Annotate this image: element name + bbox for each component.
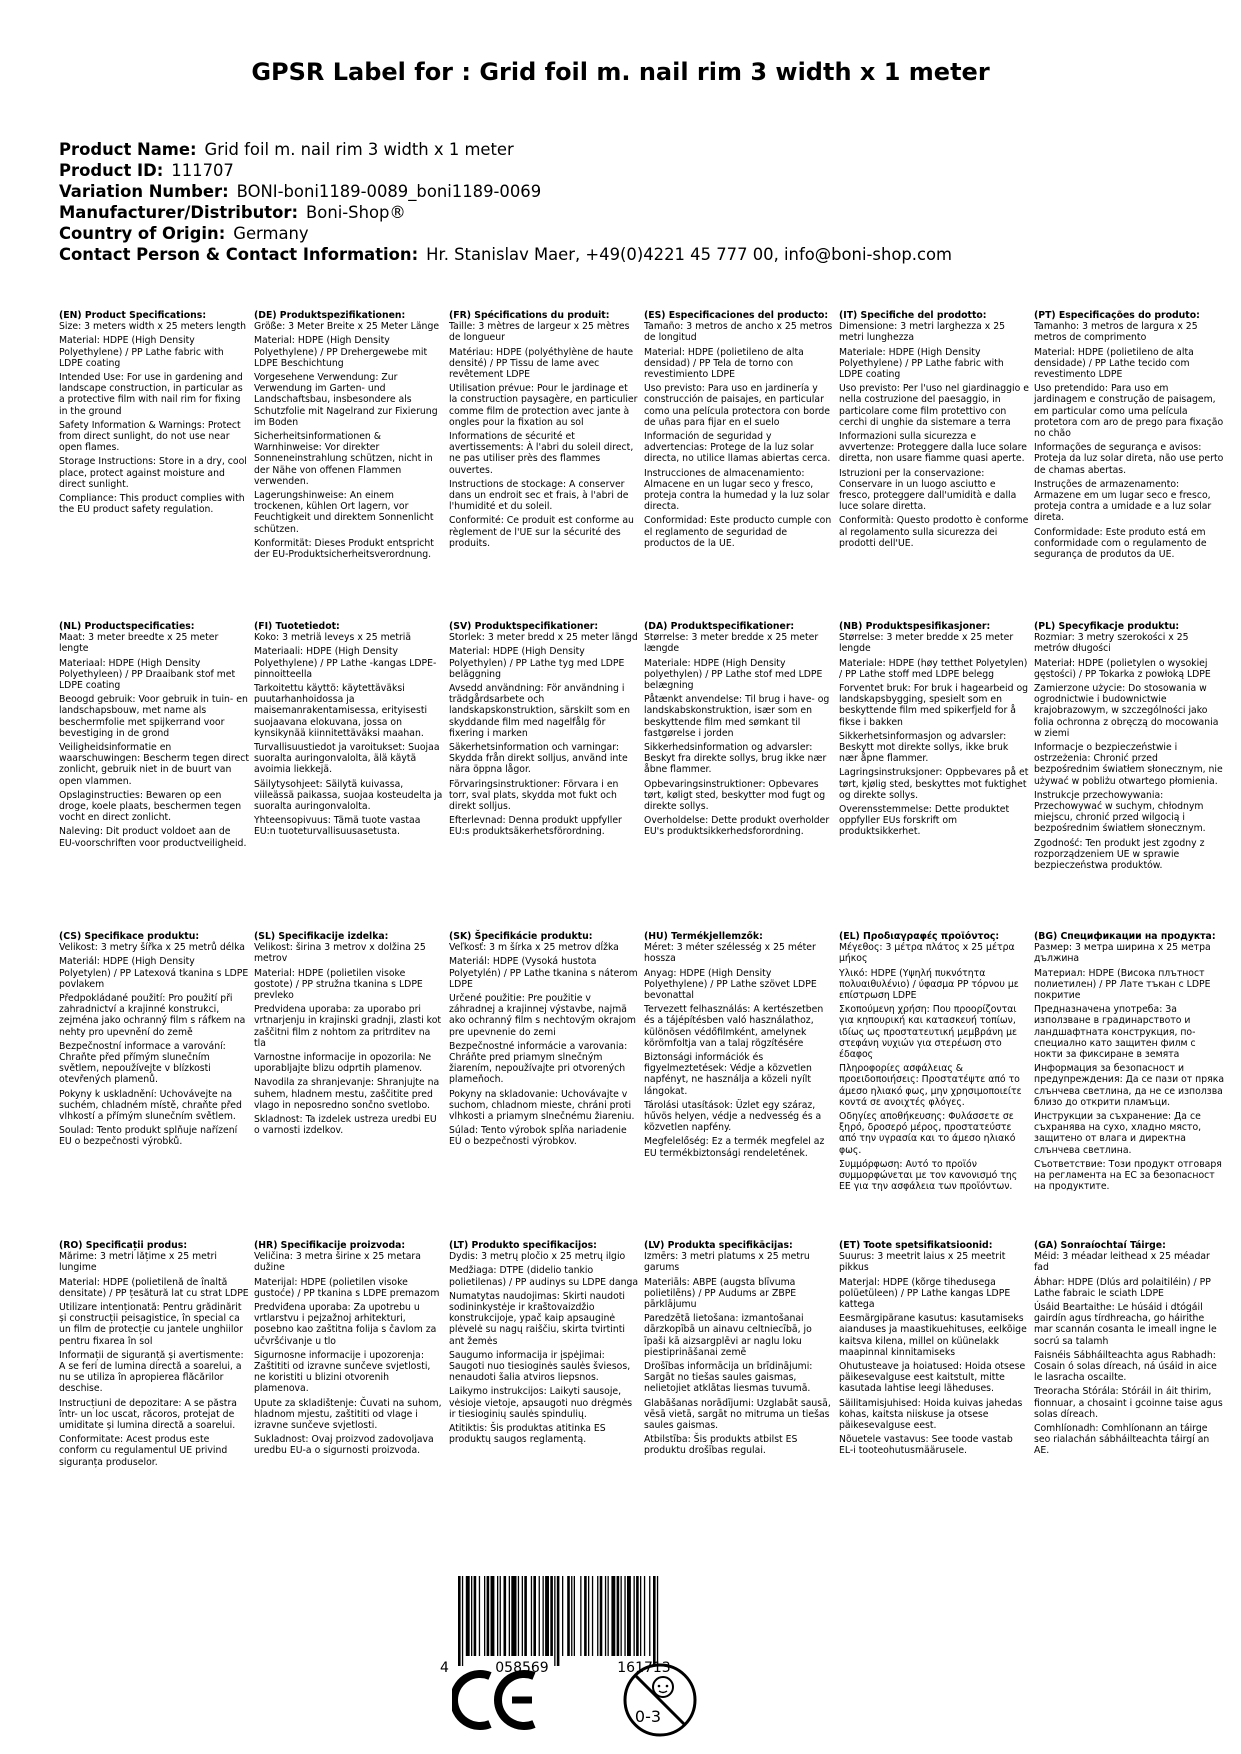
spec-paragraph: Material: HDPE (High Density Polyethylen) / PP Lathe tyg med LDPE beläggning [449,646,625,680]
barcode-bar [543,1576,544,1656]
spec-paragraph: Yhteensopivuus: Tämä tuote vastaa EU:n tuoteturvallisuusasetusta. [254,815,421,838]
barcode-bar [550,1576,553,1656]
spec-heading: (BG) Спецификации на продукта: [1034,931,1216,942]
barcode-bar [653,1576,656,1666]
spec-paragraph: Numatytas naudojimas: Skirti naudoti sodininkystėje ir kraštovaizdžio konstrukcijoje, ypač kaip apsauginė plėvelė su nagų raiščiu, skirta tvirtinti ant žemės [449,1290,625,1347]
spec-paragraph: Skladnost: Ta izdelek ustreza uredbi EU o varnosti izdelkov. [254,1114,437,1137]
spec-paragraph: Zgodność: Ten produkt jest zgodny z rozporządzeniem UE w sprawie bezpieczeństwa produktów. [1034,837,1205,872]
spec-paragraph: Súlad: Tento výrobok spĺňa nariadenie EÚ o bezpečnosti výrobkov. [449,1125,627,1148]
age-label: 0-3 [634,1707,662,1726]
spec-heading: (SK) Špecifikácie produktu: [449,931,593,942]
spec-paragraph: Materiale: HDPE (High Density polyethylen) / PP Lathe stof med LDPE belægning [644,657,823,692]
spec-paragraph: Conformità: Questo prodotto è conforme al regolamento sulla sicurezza dei prodotti dell'UE. [839,515,1029,549]
barcode-bar [458,1576,461,1666]
spec-column [254,621,444,841]
spec-paragraph: Materiál: HDPE (High Density Polyetylen) / PP Latexová tkanina s LDPE povlakem [59,956,249,990]
spec-paragraph: Σκοπούμενη χρήση: Που προορίζονται για κηπουρική και κατασκευή τοπίων, ιδίως ως προστατευτική μεμβράνη με στεφάνη νυχιών για στερέωση στο έδαφος [839,1004,1018,1061]
spec-paragraph: Säilitamisjuhised: Hoida kuivas jahedas kohas, kaitsta niiskuse ja otsese päikesevalguse eest. [839,1397,1023,1432]
spec-paragraph: Sikkerhetsinformasjon og advarsler: Beskytt mot direkte sollys, ikke bruk nær åpne flammer. [839,730,1009,765]
spec-paragraph: Conformidad: Este producto cumple con el reglamento de seguridad de productos de la UE. [644,515,832,549]
country-of-origin-row [59,223,1189,244]
product-name-row [59,139,1189,160]
info-label: Product ID: [59,161,164,180]
barcode-bar [600,1576,603,1656]
spec-paragraph: Sigurnosne informacije i upozorenja: Zaštititi od izravne sunčeve svjetlosti, ne koristiti u blizini otvorenih plamenova. [254,1349,431,1395]
spec-paragraph: Size: 3 meters width x 25 meters length [59,321,247,333]
spec-heading: (NL) Productspecificaties: [59,621,195,632]
spec-paragraph: Instrucțiuni de depozitare: A se păstra într- un loc uscat, răcoros, protejat de umiditate și lumina directă a soarelui. [59,1397,237,1432]
barcode-bar [634,1576,635,1656]
spec-heading: (EL) Προδιαγραφές προϊόντος: [839,931,1000,942]
spec-paragraph: Úsáid Beartaithe: Le húsáid i dtógáil gairdín agus tírdhreacha, go háirithe mar scannán cosanta le imeall ingne le socrú sa talamh [1034,1302,1217,1347]
spec-paragraph: Soulad: Tento produkt splňuje nařízení EU o bezpečnosti výrobků. [59,1125,238,1148]
spec-paragraph: Material: HDPE (polietileno de alta densidad) / PP Tela de torno con revestimiento LDPE [644,346,804,381]
spec-paragraph: Forventet bruk: For bruk i hagearbeid og landskapsbygging, spesielt som en beskyttende film med spikerfjeld for å fikse i bakken [839,683,1029,728]
spec-paragraph: Předpokládané použití: Pro použití při zahradnictví a krajinné konstrukci, zejména jako ochranný film s ráfkem na nehty pro upevnění do země [59,993,246,1038]
spec-paragraph: Ohutusteave ja hoiatused: Hoida otsese päikesevalguse eest kaitstult, mitte kasutada lahtise leegi läheduses. [839,1361,1026,1395]
spec-paragraph: Tarkoitettu käyttö: käytettäväksi puutarhanhoidossa ja maisemanrakentamisessa, erityisesti suojaavana elokuvana, jossa on kynsikynää kiinnitettäväksi maahan. [254,683,428,739]
spec-paragraph: Drošības informācija un brīdinājumi: Sargāt no tiešas saules gaismas, nelietojiet atklātas liesmas tuvumā. [644,1361,813,1395]
spec-paragraph: Dydis: 3 metrų pločio x 25 metrų ilgio [449,1251,626,1263]
spec-paragraph: Materjal: HDPE (kõrge tihedusega polüetüleen) / PP Lathe kangas LDPE kattega [839,1276,1011,1311]
spec-heading: (FR) Spécifications du produit: [449,310,610,321]
spec-paragraph: Tamaño: 3 metros de ancho x 25 metros de longitud [644,321,833,344]
spec-column [59,1240,249,1471]
spec-paragraph: Påtænkt anvendelse: Til brug i have- og landskabskonstruktion, især som en beskyttende film med sømkant til fastgørelse i jorden [644,694,830,739]
barcode-bar [588,1576,589,1656]
spec-column [449,621,639,841]
spec-paragraph: Méid: 3 méadar leithead x 25 méadar fad [1034,1251,1210,1274]
spec-paragraph: Overholdelse: Dette produkt overholder EU's produktsikkerhedsforordning. [644,815,830,838]
barcode-bar [592,1576,593,1656]
barcode-bar [580,1576,581,1656]
ce-mark-icon [452,1668,542,1732]
spec-column [1034,931,1224,1195]
spec-paragraph: Bezpečnostné informácie a varovania: Chráňte pred priamym slnečným žiarením, nepoužívajte pri otvorených plameňoch. [449,1040,628,1086]
barcode-bar [605,1576,606,1656]
spec-paragraph: Material: HDPE (High Density Polyethylene) / PP Drehergewebe mit LDPE Beschichtung [254,335,428,369]
spec-column [644,621,834,841]
spec-paragraph: Pokyny k uskladnění: Uchovávejte na suchém, chladném místě, chraňte před vlhkostí a přímým slunečním světlem. [59,1088,242,1123]
spec-paragraph: Materiale: HDPE (High Density Polyethylene) / PP Lathe fabric with LDPE coating [839,346,1004,381]
spec-paragraph: Tamanho: 3 metros de largura x 25 metros de comprimento [1034,321,1198,344]
spec-paragraph: Material: HDPE (polietilen visoke gostote) / PP stružna tkanina s LDPE prevleko [254,967,423,1002]
spec-heading: (SL) Specifikacije izdelka: [254,931,389,942]
spec-column [449,310,639,552]
barcode-bar [562,1576,563,1656]
spec-paragraph: Инструкции за съхранение: Да се съхранява на сухо, хладно място, защитено от влага и директна слънчева светлина. [1034,1111,1202,1156]
spec-heading: (DA) Produktspecifikationer: [644,621,795,632]
spec-heading: (PT) Especificações do produto: [1034,310,1200,321]
barcode-bar [533,1576,536,1656]
spec-heading: (HR) Specifikacije proizvoda: [254,1240,406,1251]
spec-paragraph: Storage Instructions: Store in a dry, cool place, protect against moisture and direct sunlight. [59,456,247,490]
spec-paragraph: Bezpečnostní informace a varování: Chraňte před přímým slunečním světlem, nepoužívejte v blízkosti otevřených plamenů. [59,1040,226,1086]
spec-paragraph: Anyag: HDPE (High Density Polyethylene) / PP Lathe szövet LDPE bevonattal [644,967,817,1002]
barcode-bar [640,1576,641,1656]
spec-paragraph: Rozmiar: 3 metry szerokości x 25 metrów długości [1034,632,1189,655]
spec-heading: (DE) Produktspezifikationen: [254,310,406,321]
spec-paragraph: Maat: 3 meter breedte x 25 meter lengte [59,632,219,655]
barcode-bar [571,1576,572,1656]
spec-paragraph: Lagringsinstruksjoner: Oppbevares på et tørt, kjølig sted, beskyttes mot fuktighet og direkte sollys. [839,767,1029,801]
barcode-digits-2: 058569 [495,1660,549,1676]
info-label: Country of Origin: [59,224,226,243]
barcode-bar [539,1576,540,1656]
barcode-bar [636,1576,639,1656]
barcode-bar [557,1576,560,1666]
barcode-bar [617,1576,620,1656]
spec-paragraph: Dimensione: 3 metri larghezza x 25 metri lunghezza [839,321,1006,344]
spec-paragraph: Instrukcje przechowywania: Przechowywać w suchym, chłodnym miejscu, chronić przed wilgocią i bezpośrednim światłem słonecznym. [1034,789,1206,835]
spec-paragraph: Uso pretendido: Para uso em jardinagem e construção de paisagem, em particular como uma película protetora com aro de prego para fixação no chão [1034,383,1224,440]
barcode-bar [484,1576,485,1656]
barcode-bar [524,1576,527,1656]
spec-paragraph: Matériau: HDPE (polyéthylène de haute densité) / PP Tissu de lame avec revêtement LDPE [449,346,634,381]
spec-paragraph: Material: HDPE (polietileno de alta densidade) / PP Lathe tecido com revestimento LDPE [1034,346,1194,381]
spec-heading: (LT) Produkto specifikacijos: [449,1240,597,1251]
contact-row [59,244,1189,265]
spec-paragraph: Informacje o bezpieczeństwie i ostrzeżenia: Chronić przed bezpośrednim światłem słonecznym, nie używać w pobliżu otwartego płomienia. [1034,742,1223,787]
spec-paragraph: Treoracha Stórála: Stóráil in áit thirim, fionnuar, a chosaint i gcoinne taise agus solas díreach. [1034,1386,1223,1420]
spec-paragraph: Sicherheitsinformationen & Warnhinweise: Vor direkter Sonneneinstrahlung schützen, nicht in der Nähe von offenen Flammen verwenden. [254,431,433,487]
barcode-bar [611,1576,615,1656]
spec-paragraph: Utilizare intenționată: Pentru grădinărit și construcții peisagistice, în special ca un film de protecție cu jantele unghiilor pentru fixarea în sol [59,1302,243,1347]
info-value: Grid foil m. nail rim 3 width x 1 meter [204,140,514,159]
barcode-bar [479,1576,480,1656]
label-title: GPSR Label for : Grid foil m. nail rim 3 width x 1 meter [251,58,990,86]
spec-paragraph: Storlek: 3 meter bredd x 25 meter längd [449,632,638,644]
spec-paragraph: Οδηγίες αποθήκευσης: Φυλάσσετε σε ξηρό, δροσερό μέρος, προστατεύστε από την υγρασία και το άμεσο ηλιακό φως. [839,1111,1016,1156]
spec-paragraph: Méret: 3 méter szélesség x 25 méter hossza [644,942,816,965]
spec-paragraph: Saugumo informacija ir įspėjimai: Saugoti nuo tiesioginės saulės šviesos, nenaudoti šalia atviros liepsnos. [449,1349,631,1384]
spec-paragraph: Atbilstība: Šis produkts atbilst ES produktu drošības regulai. [644,1434,798,1457]
info-value: Germany [233,224,309,243]
spec-paragraph: Material: HDPE (High Density Polyethylene) / PP Lathe fabric with LDPE coating [59,335,224,369]
spec-paragraph: Conformitate: Acest produs este conform cu regulamentul UE privind siguranța produselor. [59,1434,228,1468]
barcode-bar [608,1576,609,1656]
barcode-bar [624,1576,625,1656]
spec-paragraph: Förvaringsinstruktioner: Förvara i en torr, sval plats, skydda mot fukt och direkt solljus. [449,778,619,813]
spec-paragraph: Predvidena uporaba: za uporabo pri vrtnarjenju in krajinski gradnji, zlasti kot zaščitni film z nohtom za pritrditev na tla [254,1004,442,1049]
barcode-bar [500,1576,501,1656]
barcode-bar [474,1576,477,1656]
spec-heading: (ET) Toote spetsifikatsioonid: [839,1240,993,1251]
spec-column [839,1240,1029,1460]
spec-paragraph: Πληροφορίες ασφάλειας & προειδοποιήσεις: Προστατέψτε από το άμεσο ηλιακό φως, μην χρησιμοποιείτε κοντά σε ανοιχτές φλόγες. [839,1063,1022,1108]
barcode-digit-1: 4 [440,1660,449,1676]
spec-heading: (EN) Product Specifications: [59,310,207,321]
barcode-bar [584,1576,587,1656]
spec-heading: (NB) Produktspesifikasjoner: [839,621,991,632]
spec-paragraph: Opbevaringsinstruktioner: Opbevares tørt, køligt sted, beskytter mod fugt og direkte sollys. [644,778,826,813]
info-value: Boni-Shop® [306,203,406,222]
barcode-bar [462,1576,463,1666]
spec-column [254,1240,444,1460]
barcode-bar [487,1576,490,1656]
spec-paragraph: Conformité: Ce produit est conforme au règlement de l'UE sur la sécurité des produits. [449,515,634,549]
spec-paragraph: Pokyny na skladovanie: Uchovávajte v suchom, chladnom mieste, chráni proti vlhkosti a priamym slnečnému žiareniu. [449,1088,635,1123]
spec-paragraph: Mărime: 3 metri lățime x 25 metri lungime [59,1251,217,1274]
spec-heading: (SV) Produktspecifikationer: [449,621,599,632]
spec-heading: (CS) Specifikace produktu: [59,931,200,942]
barcode-bar [597,1576,598,1656]
spec-paragraph: Veľkosť: 3 m šírka x 25 metrov dĺžka [449,942,619,954]
variation-number-row [59,181,1189,202]
spec-paragraph: Izmērs: 3 metri platums x 25 metru garums [644,1251,810,1274]
barcode-bar [504,1576,507,1656]
spec-paragraph: Vorgesehene Verwendung: Zur Verwendung im Garten- und Landschaftsbau, insbesondere als Schutzfolie mit Nagelrand zur Fixierung im Boden [254,372,438,428]
product-id-row [59,160,1189,181]
spec-paragraph: Zamierzone użycie: Do stosowania w ogrodnictwie i budownictwie krajobrazowym, w szczególności jako folia ochronna z obręczą do mocowania w ziemi [1034,683,1219,739]
spec-paragraph: Koko: 3 metriä leveys x 25 metriä [254,632,412,644]
spec-paragraph: Opslaginstructies: Bewaren op een droge, koele plaats, beschermen tegen vocht en direct zonlicht. [59,789,242,824]
barcode-bar [574,1576,575,1656]
spec-column [644,310,834,552]
spec-heading: (PL) Specyfikacje produktu: [1034,621,1180,632]
spec-paragraph: Overensstemmelse: Dette produktet oppfyller EUs forskrift om produktsikkerhet. [839,804,1010,838]
spec-column [644,1240,834,1460]
barcode-bar [511,1576,516,1656]
spec-paragraph: Efterlevnad: Denna produkt uppfyller EU:s produktsäkerhetsförordning. [449,815,622,838]
not-for-children-0-3-icon [622,1662,698,1738]
spec-paragraph: Uso previsto: Per l'uso nel giardinaggio e nella costruzione del paesaggio, in particolare come film protettivo con cerchi di unghie da sistemare a terra [839,383,1029,428]
spec-column [59,310,249,518]
spec-paragraph: Upute za skladištenje: Čuvati na suhom, hladnom mjestu, zaštititi od vlage i izravne sunčeve svjetlosti. [254,1397,442,1432]
spec-paragraph: Compliance: This product complies with the EU product safety regulation. [59,493,245,516]
info-value: 111707 [171,161,234,180]
barcode-bar [621,1576,622,1656]
spec-paragraph: Информация за безопасност и предупреждения: Да се пази от пряка слънчева светлина, да не се използва близо до открити пламъци. [1034,1063,1225,1108]
barcode-bar [554,1576,555,1666]
spec-paragraph: Safety Information & Warnings: Protect from direct sunlight, do not use near open flames. [59,419,241,454]
spec-column [644,931,834,1162]
spec-paragraph: Μέγεθος: 3 μέτρα πλάτος x 25 μέτρα μήκος [839,942,1015,965]
spec-paragraph: Ábhar: HDPE (Dlús ard polaitiléin) / PP Lathe fabraic le sciath LDPE [1034,1276,1211,1299]
info-label: Manufacturer/Distributor: [59,203,299,222]
spec-paragraph: Υλικό: HDPE (Υψηλή πυκνότητα πολυαιθυλένιο) / ύφασμα PP τόρνου με επίστρωση LDPE [839,967,1019,1002]
spec-column [839,931,1029,1195]
barcode-bar [466,1576,470,1656]
spec-paragraph: Instructions de stockage: A conserver dans un endroit sec et frais, à l'abri de l'humidité et du soleil. [449,478,629,513]
spec-paragraph: Suurus: 3 meetrit laius x 25 meetrit pikkus [839,1251,1006,1274]
barcode-bar [657,1576,658,1666]
spec-paragraph: Avsedd användning: För användning i trädgårdsarbete och landskapskonstruktion, särskilt som en skyddande film med nagelfålg för fixering i marken [449,683,631,739]
spec-paragraph: Informazioni sulla sicurezza e avvertenze: Proteggere dalla luce solare diretta, non usare fiamme quasi aperte. [839,431,1027,465]
spec-paragraph: Laikymo instrukcijos: Laikyti sausoje, vėsioje vietoje, apsaugoti nuo drėgmės ir tiesioginių saulės spindulių. [449,1386,633,1420]
spec-column [1034,621,1224,874]
spec-column [839,310,1029,552]
spec-paragraph: Размер: 3 метра ширина x 25 метра дължина [1034,942,1211,965]
spec-column [1034,1240,1224,1460]
spec-paragraph: Informações de segurança e avisos: Proteja da luz solar direta, não use perto de chamas abertas. [1034,442,1224,476]
spec-paragraph: Materiale: HDPE (høy tetthet Polyetylen) / PP Lathe stoff med LDPE belegg [839,657,1028,680]
spec-paragraph: Turvallisuustiedot ja varoitukset: Suojaa suoralta auringonvalolta, älä käytä avoimia liekkejä. [254,742,440,776]
barcode-bar [545,1576,549,1656]
spec-paragraph: Informations de sécurité et avertissements: À l'abri du soleil direct, ne pas utiliser près des flammes ouvertes. [449,431,634,476]
info-label: Product Name: [59,140,197,159]
barcode-bar [627,1576,631,1656]
spec-paragraph: Conformidade: Este produto está em conformidade com o regulamento de segurança de produtos da UE. [1034,526,1207,561]
info-value: Hr. Stanislav Maer, +49(0)4221 45 777 00, info@boni-shop.com [426,245,952,264]
barcode-bar [531,1576,532,1656]
spec-paragraph: Beoogd gebruik: Voor gebruik in tuin- en landschapsbouw, met name als beschermfolie met spijkerrand voor bevestiging in de grond [59,694,248,739]
spec-paragraph: Tervezett felhasználás: A kertészetben és a tájépítésben való használathoz, különösen védőfilmként, amelynek körömfoltja van a talaj rögzítésére [644,1004,824,1049]
spec-paragraph: Instruções de armazenamento: Armazene em um lugar seco e fresco, proteja contra a umidade e a luz solar direta. [1034,478,1212,524]
spec-column [59,931,249,1151]
barcode-bar [509,1576,510,1656]
spec-paragraph: Materiał: HDPE (polietylen o wysokiej gęstości) / PP Tokarka z powłoką LDPE [1034,657,1211,680]
spec-paragraph: Intended Use: For use in gardening and landscape construction, in particular as a protective film with nail rim for fixing in the ground [59,372,243,417]
spec-paragraph: Materiāls: ABPE (augsta blīvuma polietilēns) / PP Audums ar ZBPE pārklājumu [644,1276,797,1311]
spec-paragraph: Veiligheidsinformatie en waarschuwingen: Bescherm tegen direct zonlicht, gebruik niet in de buurt van open vlammen. [59,742,249,787]
spec-paragraph: Tárolási utasítások: Üzlet egy száraz, hűvös helyen, védje a nedvesség és a közvetlen napfény. [644,1099,822,1134]
spec-paragraph: Lagerungshinweise: An einem trockenen, kühlen Ort lagern, vor Feuchtigkeit und direktem Sonnenlicht schützen. [254,490,434,535]
product-info [59,139,1189,265]
spec-paragraph: Utilisation prévue: Pour le jardinage et la construction paysagère, en particulier comme film de protection avec jante à ongles pour la fixation au sol [449,383,638,428]
spec-paragraph: Съответствие: Този продукт отговаря на регламента на ЕС за безопасност на продуктите. [1034,1158,1222,1193]
spec-paragraph: Comhlíonadh: Comhlíonann an táirge seo rialachán sábháilteachta táirgí an AE. [1034,1423,1210,1457]
info-label: Variation Number: [59,182,229,201]
spec-paragraph: Uso previsto: Para uso en jardinería y construcción de paisajes, en particular como una película protectora con borde de uñas para fijar en el suelo [644,383,830,428]
spec-paragraph: Glabāšanas norādījumi: Uzglabāt sausā, vēsā vietā, sargāt no mitruma un tiešas saules gaismas. [644,1397,831,1432]
spec-paragraph: Størrelse: 3 meter bredde x 25 meter længde [644,632,819,655]
barcode-bar [491,1576,495,1656]
barcode-bar [567,1576,570,1656]
spec-paragraph: Veličina: 3 metra širine x 25 metara dužine [254,1251,421,1274]
spec-paragraph: Atitiktis: Šis produktas atitinka ES produktų saugos reglamentą. [449,1423,606,1446]
spec-heading: (LV) Produkta specifikācijas: [644,1240,793,1251]
spec-paragraph: Materijal: HDPE (polietilen visoke gustoće) / PP tkanina s LDPE premazom [254,1276,440,1299]
barcode-bar [497,1576,498,1656]
barcode-bar [644,1576,645,1656]
spec-column [254,310,444,563]
spec-column [449,1240,639,1448]
barcode-bar [522,1576,523,1656]
spec-column [449,931,639,1151]
spec-heading: (HU) Termékjellemzők: [644,931,763,942]
manufacturer-row [59,202,1189,223]
spec-paragraph: Medžiaga: DTPE (didelio tankio polietilenas) / PP audinys su LDPE danga [449,1265,639,1288]
spec-paragraph: Biztonsági információk és figyelmeztetések: Védje a közvetlen napfényt, ne használja a közeli nyílt lángokat. [644,1052,812,1097]
barcode-bar [471,1576,472,1656]
spec-column [839,621,1029,841]
spec-paragraph: Material: HDPE (polietilenă de înaltă densitate) / PP țesătură lat cu strat LDPE [59,1276,249,1299]
barcode-digits-3: 161713 [617,1660,671,1676]
spec-paragraph: Varnostne informacije in opozorila: Ne uporabljajte blizu odprtih plamenov. [254,1052,432,1075]
spec-paragraph: Материал: HDPE (Висока плътност полиетилен) / PP Лате тъкан с LDPE покритие [1034,967,1211,1002]
spec-paragraph: Informații de siguranță și avertismente: A se feri de lumina directă a soarelui, a nu se utiliza în apropierea flăcărilor deschise. [59,1349,244,1395]
spec-paragraph: Istruzioni per la conservazione: Conservare in un luogo asciutto e fresco, proteggere dall'umidità e dalla luce solare diretta. [839,467,1017,513]
spec-column [59,621,249,852]
spec-paragraph: Konformität: Dieses Produkt entspricht der EU-Produktsicherheitsverordnung. [254,537,434,561]
spec-paragraph: Paredzētā lietošana: izmantošanai dārzkopībā un ainavu celtniecībā, jo īpaši kā aizsargplēvi ar naglu loku piestiprināšanai zemē [644,1313,812,1358]
spec-paragraph: Predviđena uporaba: Za upotrebu u vrtlarstvu i pejzažnoj arhitekturi, posebno kao zaštitna folija s čavlom za učvršćivanje u tlo [254,1302,437,1347]
spec-heading: (ES) Especificaciones del producto: [644,310,829,321]
spec-paragraph: Určené použitie: Pre použitie v záhradnej a krajinnej výstavbe, najmä ako ochranný film s nechtovým okrajom pre upevnenie do zemi [449,993,636,1038]
spec-column [254,931,444,1139]
spec-paragraph: Información de seguridad y advertencias: Protege de la luz solar directa, no utilice llamas abiertas cerca. [644,431,831,465]
spec-paragraph: Materiaali: HDPE (High Density Polyethylene) / PP Lathe -kangas LDPE-pinnoitteella [254,646,437,680]
info-value: BONI-boni1189-0089_boni1189-0069 [236,182,542,201]
barcode-bar [518,1576,519,1656]
spec-paragraph: Συμμόρφωση: Αυτό το προϊόν συμμορφώνεται με τον κανονισμό της ΕΕ για την ασφάλεια των προϊόντων. [839,1158,1018,1193]
spec-paragraph: Sukladnost: Ovaj proizvod zadovoljava uredbu EU-a o sigurnosti proizvoda. [254,1434,434,1457]
spec-heading: (IT) Specifiche del prodotto: [839,310,987,321]
spec-paragraph: Størrelse: 3 meter bredde x 25 meter lengde [839,632,1014,655]
spec-paragraph: Предназначена употреба: За използване в градинарството и ландшафтната конструкция, по-специално като защитен филм с нокти за фиксиране в земята [1034,1004,1196,1061]
spec-heading: (RO) Specificații produs: [59,1240,188,1251]
info-label: Contact Person & Contact Information: [59,245,419,264]
spec-paragraph: Instrucciones de almacenamiento: Almacene en un lugar seco y fresco, proteja contra la humedad y la luz solar directa. [644,467,830,513]
spec-paragraph: Taille: 3 mètres de largeur x 25 mètres de longueur [449,321,630,344]
spec-paragraph: Materiaal: HDPE (High Density Polyethyleen) / PP Draaibank stof met LDPE coating [59,657,236,692]
spec-heading: (GA) Sonraíochtaí Táirge: [1034,1240,1166,1251]
spec-paragraph: Größe: 3 Meter Breite x 25 Meter Länge [254,321,440,333]
spec-paragraph: Megfelelőség: Ez a termék megfelel az EU termékbiztonsági rendeletének. [644,1136,825,1159]
spec-paragraph: Materiál: HDPE (Vysoká hustota Polyetylén) / PP Lathe tkanina s náterom LDPE [449,956,638,990]
spec-paragraph: Navodila za shranjevanje: Shranjujte na suhem, hladnem mestu, zaščitite pred vlago in neposredno sončno svetlobo. [254,1077,440,1111]
spec-paragraph: Velikost: širina 3 metrov x dolžina 25 metrov [254,942,426,965]
spec-paragraph: Nõuetele vastavus: See toode vastab EL-i tooteohutusmäärusele. [839,1434,1013,1457]
barcode-bar [649,1576,650,1656]
spec-paragraph: Sikkerhedsinformation og advarsler: Beskyt fra direkte sollys, brug ikke nær åbne flammer. [644,742,827,776]
spec-paragraph: Säkerhetsinformation och varningar: Skydda från direkt solljus, använd inte nära öppna lågor. [449,742,628,776]
spec-paragraph: Velikost: 3 metry šířka x 25 metrů délka [59,942,245,954]
spec-paragraph: Eesmärgipärane kasutus: kasutamiseks aianduses ja maastikuehituses, eelkõige kaitsva kilena, millel on küünelakk maapinnal kinnitamiseks [839,1313,1027,1358]
spec-paragraph: Säilytysohjeet: Säilytä kuivassa, viileässä paikassa, suojaa kosteudelta ja suoralta auringonvalolta. [254,778,443,813]
spec-heading: (FI) Tuotetiedot: [254,621,340,632]
spec-paragraph: Naleving: Dit product voldoet aan de EU-voorschriften voor productveiligheid. [59,826,247,849]
spec-paragraph: Faisnéis Sábháilteachta agus Rabhadh: Cosain ó solas díreach, ná úsáid in aice le lasracha oscailte. [1034,1349,1217,1384]
spec-column [1034,310,1224,563]
